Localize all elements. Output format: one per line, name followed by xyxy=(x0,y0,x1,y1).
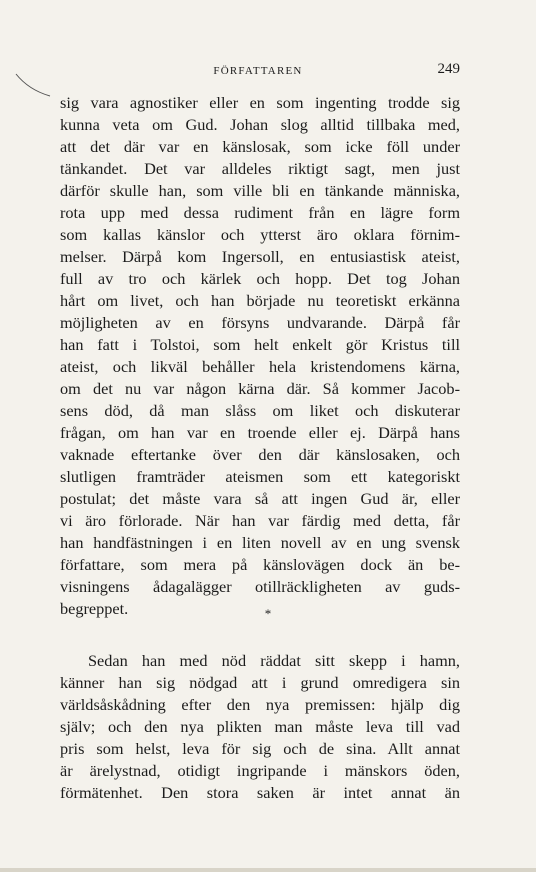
text-line: han handfästningen i en liten novell av en ung svensk xyxy=(60,533,460,552)
text-line: pris som helst, leva för sig och de sina. Allt annat xyxy=(60,739,460,758)
text-line: om det nu var någon kärna där. Så kommer Jacob- xyxy=(60,379,460,398)
text-line: vi äro förlorade. När han var färdig med detta, får xyxy=(60,511,460,530)
text-line: därför skulle han, som ville bli en tänkande människa, xyxy=(60,181,460,200)
text-line: frågan, om han var en troende eller ej. Därpå hans xyxy=(60,423,460,442)
running-title: FÖRFATTAREN xyxy=(213,65,303,77)
running-header xyxy=(58,60,458,84)
text-line: själv; och den nya plikten man måste leva till vad xyxy=(60,717,460,736)
text-line: full av tro och kärlek och hopp. Det tog Johan xyxy=(60,269,460,288)
text-line: melser. Därpå kom Ingersoll, en entusiastisk ateist, xyxy=(60,247,460,266)
text-line: sig vara agnostiker eller en som ingenting trodde sig xyxy=(60,93,460,112)
paragraph-1 xyxy=(60,92,460,620)
section-separator: * xyxy=(264,606,272,621)
text-line: som kallas känslor och ytterst äro oklara förnim- xyxy=(60,225,460,244)
text-line: känner han sig nödgad att i grund omredigera sin xyxy=(60,673,460,692)
page-bottom-edge xyxy=(0,868,536,872)
text-line: är ärelystnad, otidigt ingripande i mänskors öden, xyxy=(60,761,460,780)
page-number: 249 xyxy=(437,61,460,77)
text-line: ateist, och likväl behåller hela kristendomens kärna, xyxy=(60,357,460,376)
text-line: slutligen framträder ateismen som ett kategoriskt xyxy=(60,467,460,486)
text-line: tänkandet. Det var alldeles riktigt sagt, men just xyxy=(60,159,460,178)
text-line: förmätenhet. Den stora saken är intet annat än xyxy=(60,783,460,802)
text-line: visningens ådagalägger otillräckligheten av guds- xyxy=(60,577,460,596)
text-line: möjligheten av en försyns undvarande. Därpå får xyxy=(60,313,460,332)
text-line: hårt om livet, och han började nu teoretiskt erkänna xyxy=(60,291,460,310)
text-line: världsåskådning efter den nya premissen: hjälp dig xyxy=(60,695,460,714)
text-line: kunna veta om Gud. Johan slog alltid tillbaka med, xyxy=(60,115,460,134)
text-line: begreppet. xyxy=(60,599,129,618)
text-line: sens död, då man slåss om liket och diskuterar xyxy=(60,401,460,420)
text-line: postulat; det måste vara så att ingen Gud är, eller xyxy=(60,489,460,508)
text-line: rota upp med dessa rudiment från en lägre form xyxy=(60,203,460,222)
text-line: vaknade eftertanke över den där känslosaken, och xyxy=(60,445,460,464)
paragraph-2 xyxy=(60,650,460,804)
text-line: Sedan han med nöd räddat sitt skepp i hamn, xyxy=(88,651,460,670)
text-line: att det där var en känslosak, som icke föll under xyxy=(60,137,460,156)
text-line: författare, som mera på känslovägen dock än be- xyxy=(60,555,460,574)
text-line: han fatt i Tolstoi, som helt enkelt gör Kristus till xyxy=(60,335,460,354)
